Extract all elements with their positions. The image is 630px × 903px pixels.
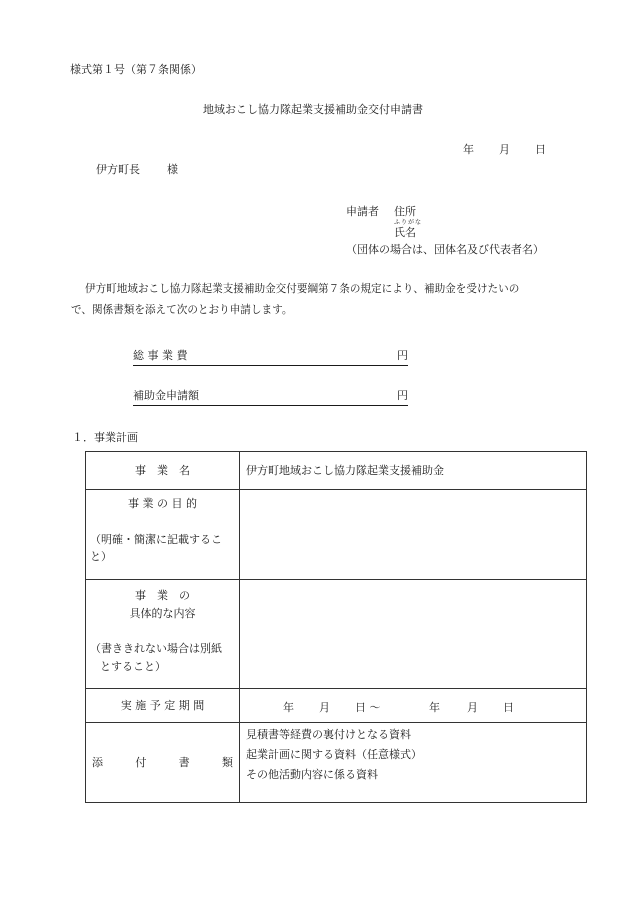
- attachments-char-1: 添: [92, 755, 103, 769]
- period-end-month: 月: [467, 701, 478, 714]
- attachment-item: 起業計画に関する資料（任意様式）: [246, 748, 422, 761]
- body-line-1: 伊方町地域おこし協力隊起業支援補助金交付要綱第７条の規定により、補助金を受けたいの: [85, 283, 520, 295]
- table-row: [86, 452, 587, 490]
- total-cost-unit: 円: [397, 349, 408, 362]
- attachments-char-3: 書: [178, 755, 190, 769]
- subsidy-amount-label: 補助金申請額: [133, 389, 199, 402]
- period-start-day: 日 〜: [355, 701, 381, 714]
- table-row: [86, 580, 587, 689]
- applicant-note: （団体の場合は、団体名及び代表者名）: [346, 243, 544, 256]
- content-note: [90, 640, 235, 675]
- applicant-address-label: 住所: [394, 205, 416, 218]
- content-note-line-1: （書ききれない場合は別紙: [90, 642, 222, 656]
- attachment-item: その他活動内容に係る資料: [246, 768, 378, 781]
- subsidy-amount-row: [133, 390, 408, 406]
- date-month: 月: [499, 143, 510, 156]
- subsidy-amount-unit: 円: [397, 389, 408, 402]
- applicant-name-text: 氏名: [394, 226, 416, 239]
- document-title: 地域おこし協力隊起業支援補助金交付申請書: [203, 103, 423, 116]
- attachments-label: [86, 723, 240, 803]
- period-start-month: 月: [319, 701, 330, 714]
- total-cost-label: 総 事 業 費: [133, 349, 188, 362]
- attachments-char-4: 類: [221, 755, 233, 769]
- attachments-label-spread: [86, 754, 239, 772]
- purpose-title: 事 業 の 目 的: [128, 497, 197, 510]
- applicant-name-ruby: ふりがな: [394, 219, 423, 226]
- section-heading: １．事業計画: [72, 431, 138, 444]
- form-number: 様式第１号（第７条関係）: [70, 63, 202, 76]
- applicant-label: 申請者: [346, 205, 379, 218]
- implementation-period-label: 実 施 予 定 期 間: [86, 689, 240, 723]
- content-title-line-2: 具体的な内容: [129, 606, 196, 620]
- business-purpose-value: [240, 490, 587, 580]
- period-end-day: 日: [503, 701, 514, 714]
- content-title: [90, 587, 235, 622]
- total-cost-row: [133, 350, 408, 366]
- table-row: [86, 723, 587, 803]
- date-year: 年: [463, 143, 474, 156]
- addressee-name: 伊方町長: [96, 163, 140, 176]
- implementation-period-value: [240, 689, 587, 723]
- period-start-year: 年: [283, 701, 294, 714]
- table-row: [86, 689, 587, 723]
- body-line-2: で、関係書類を添えて次のとおり申請します。: [71, 304, 293, 316]
- purpose-note-line-1: （明確・簡潔に記載するこ: [90, 532, 222, 546]
- date-day: 日: [535, 143, 546, 156]
- attachment-item: 見積書等経費の裏付けとなる資料: [246, 728, 411, 741]
- business-name-value: 伊方町地域おこし協力隊起業支援補助金: [240, 452, 587, 490]
- content-title-line-1: 事 業 の: [135, 589, 190, 602]
- business-content-value: [240, 580, 587, 689]
- table-row: [86, 490, 587, 580]
- content-note-line-2: とすること）: [100, 659, 166, 673]
- period-end-year: 年: [429, 701, 440, 714]
- business-name-label: 事 業 名: [86, 452, 240, 490]
- business-purpose-label: [86, 490, 240, 580]
- applicant-name-label: [394, 219, 423, 239]
- business-content-label: [86, 580, 240, 689]
- business-plan-table: [85, 451, 587, 803]
- purpose-note-line-2: と）: [90, 550, 112, 564]
- attachments-char-2: 付: [135, 755, 147, 769]
- purpose-note: [90, 531, 235, 566]
- attachments-list: [240, 723, 587, 803]
- addressee-honorific: 様: [167, 163, 178, 176]
